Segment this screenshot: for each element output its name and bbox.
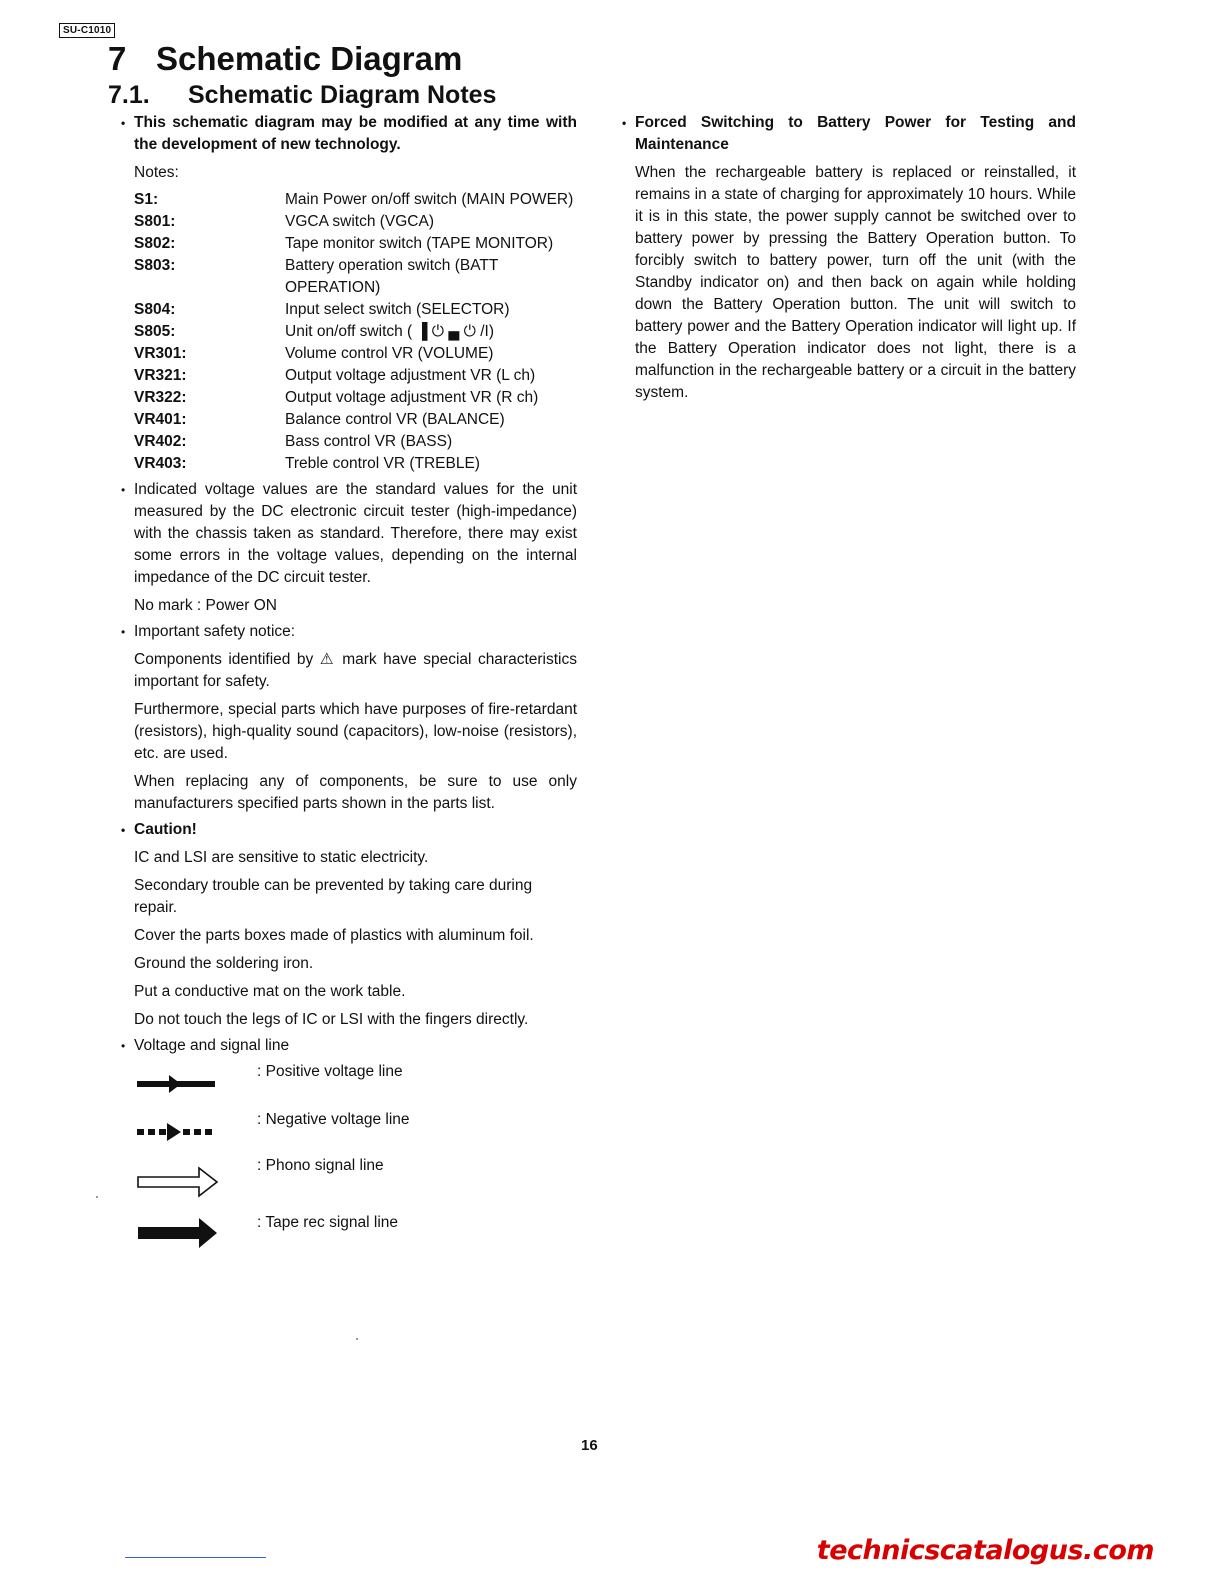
phono-signal-arrow-icon xyxy=(137,1165,219,1199)
note-value: VGCA switch (VGCA) xyxy=(285,213,434,230)
note-value: Output voltage adjustment VR (R ch) xyxy=(285,389,539,406)
note-value: Volume control VR (VOLUME) xyxy=(285,345,494,362)
table-row xyxy=(134,255,575,299)
table-row xyxy=(134,321,575,343)
safety-paragraph: Components identified by ⚠ mark have special characteristics important for safety. xyxy=(134,651,577,690)
scan-speck xyxy=(356,1338,358,1340)
note-value: Main Power on/off switch (MAIN POWER) xyxy=(285,191,574,208)
safety-notice-title: • Important safety notice: xyxy=(119,621,577,643)
note-key: VR401: xyxy=(134,411,187,428)
note-value: Input select switch (SELECTOR) xyxy=(285,301,510,318)
note-key: VR402: xyxy=(134,433,187,450)
note-key: VR322: xyxy=(134,389,187,406)
note-key: VR301: xyxy=(134,345,187,362)
voltage-values-note: • Indicated voltage values are the standard values for the unit measured by the DC electronic circuit tester (high-impedance) with the chassis taken as standard. Therefore, there may exist some errors in the voltage values, depending on the internal impedance of the DC circuit tester. xyxy=(119,479,577,589)
voltage-signal-line-title: • Voltage and signal line xyxy=(119,1035,577,1057)
notes-label: Notes: xyxy=(134,164,179,181)
safety-paragraph: Furthermore, special parts which have purposes of fire-retardant (resistors), high-quality sound (capacitors), low-noise (resistors), etc. are used. xyxy=(134,701,577,762)
subsection-title: Schematic Diagram Notes xyxy=(188,81,497,109)
note-value: Unit on/off switch ( ▐ ⏻ ▄ ⏻ /I) xyxy=(285,323,494,340)
list-item xyxy=(119,1061,577,1109)
note-value: Tape monitor switch (TAPE MONITOR) xyxy=(285,235,554,252)
note-key: S801: xyxy=(134,213,176,230)
table-row xyxy=(134,431,575,453)
note-value: Treble control VR (TREBLE) xyxy=(285,455,480,472)
scan-speck xyxy=(96,1196,98,1198)
table-row xyxy=(134,211,575,233)
model-tag: SU-C1010 xyxy=(59,23,115,38)
note-value: Balance control VR (BALANCE) xyxy=(285,411,505,428)
subsection-heading xyxy=(108,81,496,110)
table-row xyxy=(134,189,575,211)
caution-title: • Caution! xyxy=(119,819,577,841)
table-row xyxy=(134,453,575,475)
no-mark-note: No mark : Power ON xyxy=(134,597,277,614)
table-row xyxy=(134,343,575,365)
note-key: VR321: xyxy=(134,367,187,384)
note-key: S804: xyxy=(134,301,176,318)
safety-paragraph: When replacing any of components, be sure to use only manufacturers specified parts shown in the parts list. xyxy=(134,773,577,812)
note-key: VR403: xyxy=(134,455,187,472)
section-heading xyxy=(108,40,462,78)
page-number: 16 xyxy=(581,1437,598,1454)
subsection-number: 7.1. xyxy=(108,81,150,109)
table-row xyxy=(134,387,575,409)
battery-switching-body: When the rechargeable battery is replaced or reinstalled, it remains in a state of charging for approximately 10 hours. While it is in this state, the power supply cannot be switched over to battery power by pressing the Battery Operation button. To forcibly switch to battery power, turn off the unit (with the Standby indicator on) and then back on again while holding down the Battery Operation button. The unit will switch to battery power and the Battery Operation indicator will light up. If the Battery Operation indicator does not light, there is a malfunction in the rechargeable battery or a circuit in the battery system. xyxy=(635,164,1076,401)
list-item xyxy=(119,1212,577,1252)
tape-rec-signal-arrow-icon xyxy=(137,1216,219,1250)
line-legend xyxy=(119,1061,577,1252)
caution-item: Cover the parts boxes made of plastics with aluminum foil. xyxy=(134,927,534,944)
table-row xyxy=(134,233,575,255)
left-column xyxy=(119,112,577,1252)
note-value: Bass control VR (BASS) xyxy=(285,433,453,450)
note-value: Output voltage adjustment VR (L ch) xyxy=(285,367,536,384)
list-item xyxy=(119,1155,577,1212)
footer-rule xyxy=(125,1557,266,1558)
line-label: : Positive voltage line xyxy=(257,1063,403,1080)
caution-item: Put a conductive mat on the work table. xyxy=(134,983,406,1000)
caution-item: Secondary trouble can be prevented by taking care during repair. xyxy=(134,877,533,916)
table-row xyxy=(134,409,575,431)
note-key: S805: xyxy=(134,323,176,340)
switch-notes-table xyxy=(134,189,575,475)
section-title: Schematic Diagram xyxy=(156,40,463,77)
table-row xyxy=(134,365,575,387)
note-key: S802: xyxy=(134,235,176,252)
caution-item: Do not touch the legs of IC or LSI with the fingers directly. xyxy=(134,1011,529,1028)
note-key: S803: xyxy=(134,257,176,274)
right-column xyxy=(620,112,1076,404)
section-number: 7 xyxy=(108,40,127,77)
table-row xyxy=(134,299,575,321)
positive-voltage-arrow-icon xyxy=(137,1073,217,1093)
negative-voltage-arrow-icon xyxy=(137,1121,217,1141)
line-label: : Phono signal line xyxy=(257,1157,384,1174)
watermark-logo: technicscatalogus.com xyxy=(816,1535,1154,1566)
battery-switching-title: • Forced Switching to Battery Power for Testing and Maintenance xyxy=(620,112,1076,156)
note-value: Battery operation switch (BATT OPERATION) xyxy=(285,257,499,296)
list-item xyxy=(119,1109,577,1155)
line-label: : Negative voltage line xyxy=(257,1111,410,1128)
caution-item: IC and LSI are sensitive to static electricity. xyxy=(134,849,429,866)
caution-item: Ground the soldering iron. xyxy=(134,955,314,972)
intro-note: • This schematic diagram may be modified at any time with the development of new technology. xyxy=(119,112,577,156)
note-key: S1: xyxy=(134,191,159,208)
line-label: : Tape rec signal line xyxy=(257,1214,399,1231)
